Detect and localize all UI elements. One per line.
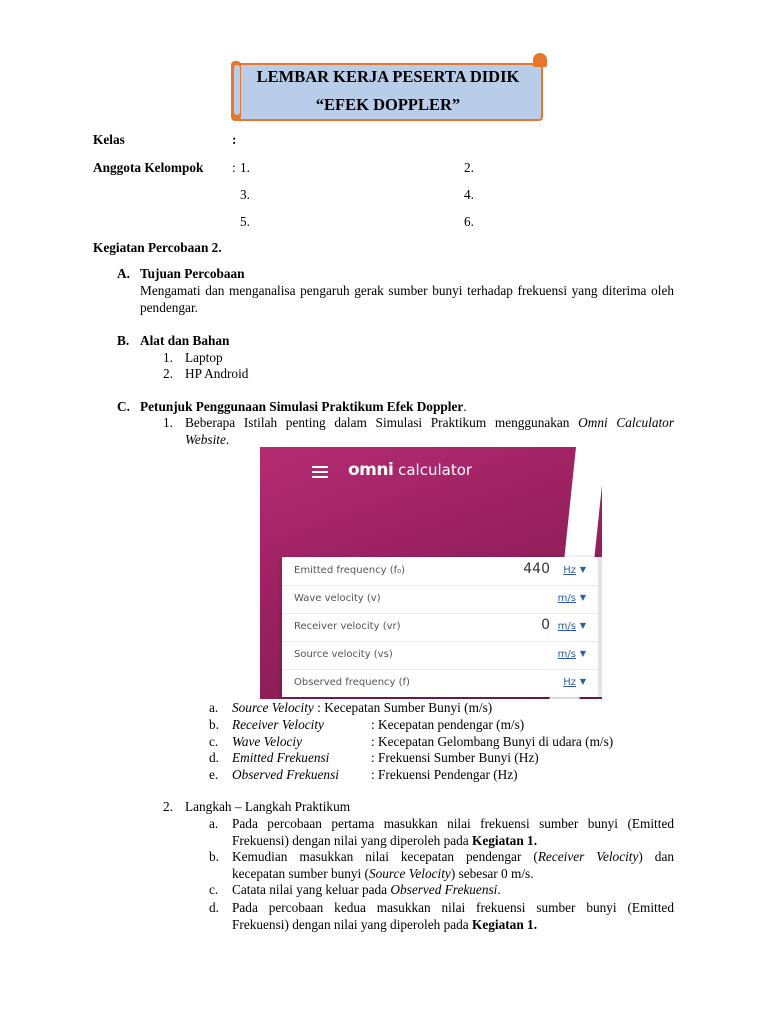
- section-c-title-wrap: Petunjuk Penggunaan Simulasi Praktikum Efek Doppler.: [140, 399, 467, 414]
- source-velocity-row[interactable]: Source velocity (vs) m/s ▼: [282, 641, 598, 670]
- anggota-item-4: 4.: [464, 187, 474, 202]
- term-a: Source Velocity : Kecepatan Sumber Bunyi (m/s): [232, 700, 493, 715]
- langkah-b-line1: Kemudian masukkan nilai kecepatan pendengar (Receiver Velocity) dan: [232, 849, 674, 864]
- langkah-c-marker: c.: [209, 882, 219, 897]
- section-b-item-num-2: 2.: [163, 366, 173, 381]
- anggota-item-5: 5.: [240, 214, 250, 229]
- term-d-marker: d.: [209, 750, 219, 765]
- section-c-title: Petunjuk Penggunaan Simulasi Praktikum Efek Doppler: [140, 399, 464, 414]
- section-b-item-1: Laptop: [185, 350, 223, 365]
- anggota-label: Anggota Kelompok: [93, 160, 204, 175]
- term-c-term: Wave Velociy: [232, 734, 303, 749]
- langkah-title: Langkah – Langkah Praktikum: [185, 799, 351, 814]
- receiver-velocity-row[interactable]: Receiver velocity (vr) 0 m/s ▼: [282, 613, 598, 642]
- anggota-item-2: 2.: [464, 160, 474, 175]
- section-b-title: Alat dan Bahan: [140, 333, 230, 348]
- section-c-item1-line2: Website.: [185, 432, 230, 447]
- term-b-term: Receiver Velocity: [232, 717, 324, 732]
- langkah-d-marker: d.: [209, 900, 219, 915]
- section-a-title: Tujuan Percobaan: [140, 266, 245, 281]
- term-e-desc: : Frekuensi Pendengar (Hz): [371, 767, 518, 782]
- langkah-b-line2: kecepatan sumber bunyi (Source Velocity) sebesar 0 m/s.: [232, 866, 534, 881]
- term-d-desc: : Frekuensi Sumber Bunyi (Hz): [371, 750, 539, 765]
- section-c-marker: C.: [117, 399, 130, 414]
- anggota-item-3: 3.: [240, 187, 250, 202]
- langkah-a-marker: a.: [209, 816, 219, 831]
- observed-frequency-row[interactable]: Observed frequency (f) Hz ▼: [294, 677, 586, 688]
- section-b-item-2: HP Android: [185, 366, 249, 381]
- omni-logo: omni calculator: [348, 460, 473, 480]
- title-line1: LEMBAR KERJA PESERTA DIDIK: [256, 67, 520, 86]
- unit-select[interactable]: m/s: [557, 621, 576, 632]
- calculator-panel: [282, 557, 598, 697]
- emitted-frequency-value[interactable]: 440: [523, 561, 550, 577]
- caret-down-icon[interactable]: ▼: [579, 565, 586, 574]
- anggota-item-6: 6.: [464, 214, 474, 229]
- term-b-marker: b.: [209, 717, 219, 732]
- term-b-desc: : Kecepatan pendengar (m/s): [371, 717, 525, 732]
- unit-select[interactable]: Hz: [563, 677, 576, 688]
- kegiatan-title: Kegiatan Percobaan 2.: [93, 240, 222, 255]
- caret-down-icon[interactable]: ▼: [579, 621, 586, 630]
- unit-select[interactable]: m/s: [557, 593, 576, 604]
- term-e-term: Observed Frekuensi: [232, 767, 339, 782]
- langkah-a-line1: Pada percobaan pertama masukkan nilai frekuensi sumber bunyi (Emitted: [232, 816, 674, 831]
- langkah-num: 2.: [163, 799, 173, 814]
- section-b-marker: B.: [117, 333, 130, 348]
- title-line2: “EFEK DOPPLER”: [315, 95, 461, 114]
- banner-scroll-top: [533, 53, 547, 67]
- langkah-c-text: Catata nilai yang keluar pada Observed Frekuensi.: [232, 882, 501, 897]
- unit-select[interactable]: Hz: [563, 565, 576, 576]
- hamburger-menu-icon[interactable]: [312, 466, 328, 481]
- kelas-label: Kelas: [93, 132, 125, 147]
- receiver-velocity-value[interactable]: 0: [541, 617, 550, 633]
- term-e-marker: e.: [209, 767, 219, 782]
- wave-velocity-row[interactable]: Wave velocity (v) m/s ▼: [282, 585, 598, 614]
- term-a-marker: a.: [209, 700, 219, 715]
- term-c-desc: : Kecepatan Gelombang Bunyi di udara (m/s): [371, 734, 614, 749]
- caret-down-icon[interactable]: ▼: [579, 649, 586, 658]
- anggota-item-1: 1.: [240, 160, 250, 175]
- langkah-d-line1: Pada percobaan kedua masukkan nilai frekuensi sumber bunyi (Emitted: [232, 900, 674, 915]
- langkah-a-line2: Frekuensi) dengan nilai yang diperoleh pada Kegiatan 1.: [232, 833, 538, 848]
- term-d-term: Emitted Frekuensi: [232, 750, 330, 765]
- term-c-marker: c.: [209, 734, 219, 749]
- caret-down-icon[interactable]: ▼: [579, 593, 586, 602]
- emitted-frequency-row[interactable]: Emitted frequency (f₀) 440 Hz ▼: [282, 557, 598, 586]
- kelas-colon: :: [232, 132, 237, 147]
- section-c-item1-line1: Beberapa Istilah penting dalam Simulasi Praktikum menggunakan Omni Calculator: [185, 415, 674, 430]
- omni-calculator-screenshot: [260, 447, 602, 699]
- section-a-marker: A.: [117, 266, 130, 281]
- section-c-item1-num: 1.: [163, 415, 173, 430]
- title-banner: [229, 53, 547, 125]
- caret-down-icon[interactable]: ▼: [579, 677, 586, 686]
- langkah-b-marker: b.: [209, 849, 219, 864]
- anggota-colon: :: [232, 160, 236, 175]
- langkah-d-line2: Frekuensi) dengan nilai yang diperoleh pada Kegiatan 1.: [232, 917, 538, 932]
- section-a-text: Mengamati dan menganalisa pengaruh gerak sumber bunyi terhadap frekuensi yang diterima oleh pendengar.: [140, 283, 674, 315]
- section-b-item-num-1: 1.: [163, 350, 173, 365]
- unit-select[interactable]: m/s: [557, 649, 576, 660]
